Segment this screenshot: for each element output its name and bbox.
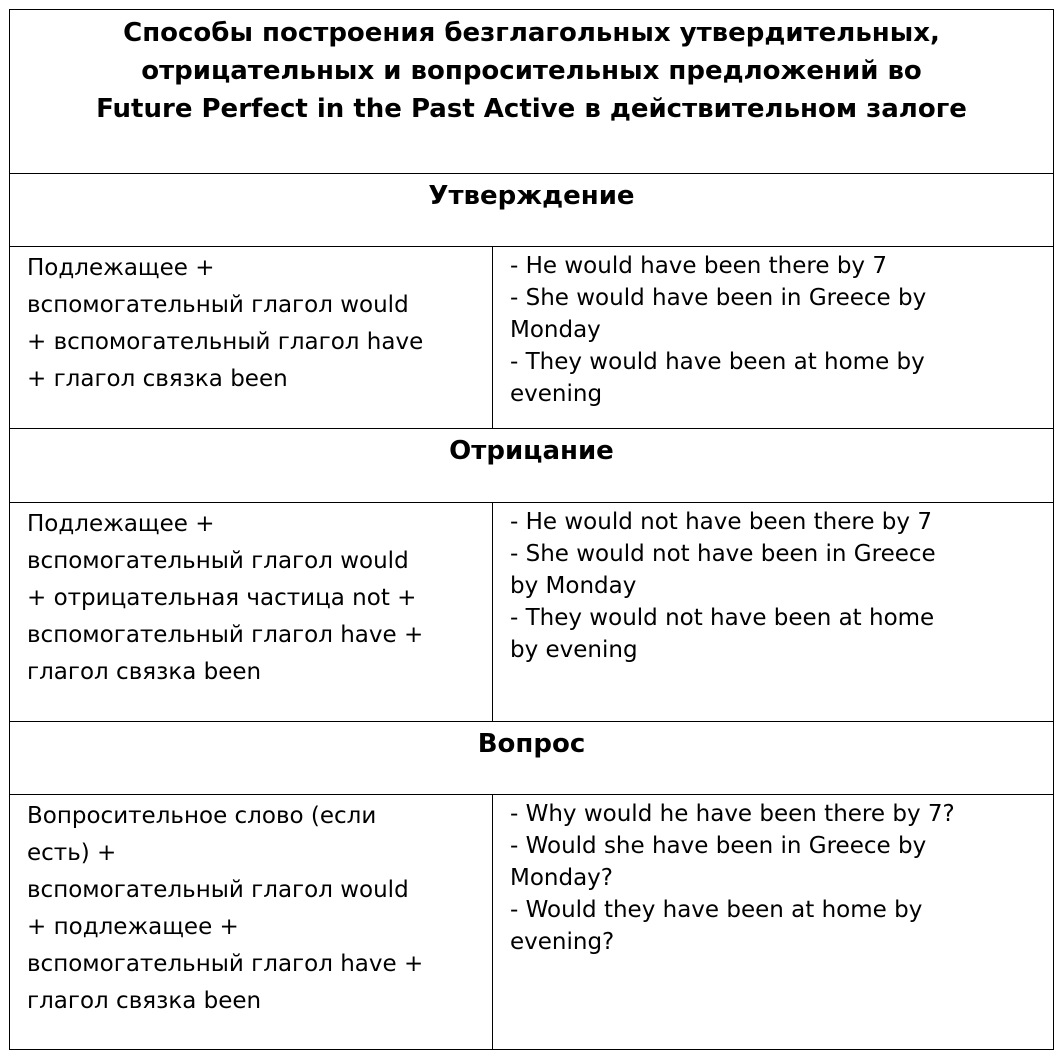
section-heading-affirmative: Утверждение: [10, 174, 1054, 247]
example-cell-question: [493, 795, 1054, 1050]
rule-line: вспомогательный глагол would: [27, 292, 409, 318]
grammar-table: [9, 9, 1054, 1050]
example-line: - They would not have been at home: [510, 605, 935, 631]
rule-line: вспомогательный глагол would: [27, 877, 409, 903]
rule-line: глагол связка been: [27, 659, 262, 685]
example-line: - She would have been in Greece by: [510, 285, 927, 311]
section-heading-row: [10, 429, 1054, 503]
example-line: - He would not have been there by 7: [510, 509, 932, 535]
rule-cell-negative: [10, 503, 493, 722]
rule-line: + отрицательная частица not +: [27, 585, 417, 611]
example-line: - Would she have been in Greece by: [510, 833, 927, 859]
rule-cell-question: [10, 795, 493, 1050]
section-heading-negative: Отрицание: [10, 429, 1054, 503]
rule-line: вспомогательный глагол would: [27, 548, 409, 574]
rule-line: Подлежащее +: [27, 255, 215, 281]
example-line: evening: [510, 381, 603, 407]
section-content-row: [10, 795, 1054, 1050]
rule-line: + вспомогательный глагол have: [27, 329, 424, 355]
rule-line: вспомогательный глагол have +: [27, 622, 424, 648]
example-line: by evening: [510, 637, 638, 663]
rule-cell-affirmative: [10, 247, 493, 429]
section-content-row: [10, 503, 1054, 722]
example-line: - Would they have been at home by: [510, 897, 923, 923]
section-heading-row: [10, 722, 1054, 795]
example-line: - They would have been at home by: [510, 349, 925, 375]
table-title: [10, 10, 1054, 174]
title-line: отрицательных и вопросительных предложений во: [141, 56, 922, 86]
example-line: - He would have been there by 7: [510, 253, 887, 279]
rule-line: глагол связка been: [27, 988, 262, 1014]
example-line: evening?: [510, 929, 615, 955]
example-line: - Why would he have been there by 7?: [510, 801, 955, 827]
rule-line: + глагол связка been: [27, 366, 288, 392]
rule-line: + подлежащее +: [27, 914, 239, 940]
rule-line: Вопросительное слово (если: [27, 803, 377, 829]
section-heading-question: Вопрос: [10, 722, 1054, 795]
title-line: Future Perfect in the Past Active в действительном залоге: [96, 94, 967, 124]
example-cell-affirmative: [493, 247, 1054, 429]
section-content-row: [10, 247, 1054, 429]
section-heading-row: [10, 174, 1054, 247]
rule-line: вспомогательный глагол have +: [27, 951, 424, 977]
rule-line: Подлежащее +: [27, 511, 215, 537]
title-line: Способы построения безглагольных утвердительных,: [123, 18, 940, 48]
example-line: Monday?: [510, 865, 614, 891]
example-line: by Monday: [510, 573, 637, 599]
rule-line: есть) +: [27, 840, 117, 866]
example-line: Monday: [510, 317, 601, 343]
example-cell-negative: [493, 503, 1054, 722]
title-row: [10, 10, 1054, 174]
example-line: - She would not have been in Greece: [510, 541, 936, 567]
